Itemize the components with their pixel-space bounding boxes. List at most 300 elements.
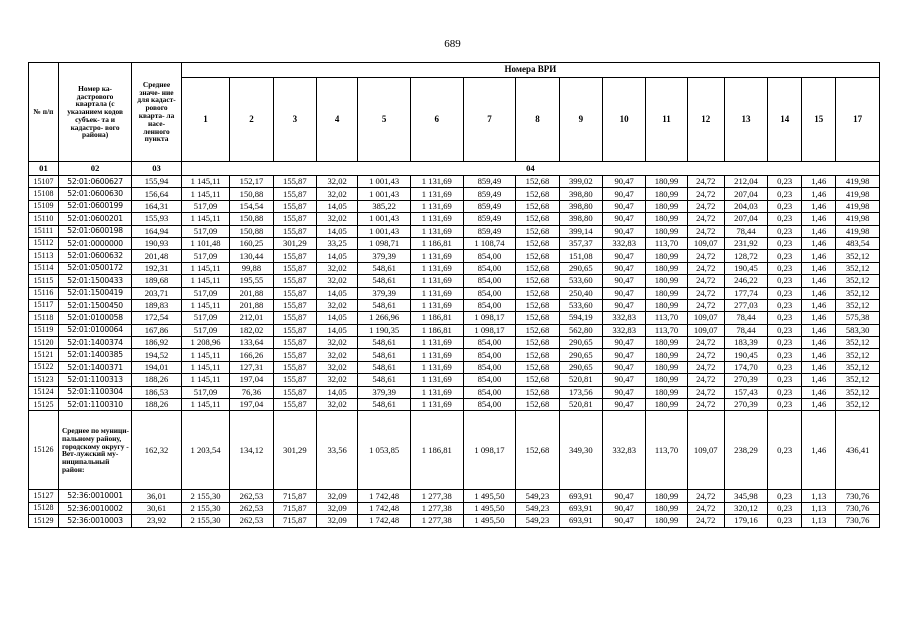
vri-value: 562,80 [559, 324, 602, 336]
header-cadastral-code: Номер ка- дастрового квартала (с указанием кодов субъек- та и кадастро- вого района) [58, 63, 131, 162]
vri-value: 1 131,69 [410, 200, 463, 212]
vri-value: 180,99 [646, 386, 687, 398]
vri-value: 1,46 [802, 349, 836, 361]
vri-value: 90,47 [603, 502, 646, 514]
vri-value: 152,68 [516, 200, 559, 212]
vri-value: 174,70 [724, 361, 767, 373]
vri-value: 1 186,81 [410, 312, 463, 324]
vri-value: 24,72 [687, 188, 724, 200]
vri-value: 419,98 [836, 225, 880, 237]
vri-value: 24,72 [687, 361, 724, 373]
vri-value: 548,61 [358, 262, 411, 274]
vri-value: 1 145,11 [181, 399, 230, 411]
vri-value: 0,23 [768, 324, 802, 336]
vri-value: 179,16 [724, 515, 767, 527]
average-value: 189,83 [132, 299, 182, 311]
vri-value: 1 131,69 [410, 176, 463, 188]
average-value: 188,26 [132, 399, 182, 411]
cadastral-code: 52:36:0010003 [58, 515, 131, 527]
table-body [29, 176, 880, 528]
row-number: 15121 [29, 349, 59, 361]
vri-value: 90,47 [603, 275, 646, 287]
vri-value: 1 131,69 [410, 349, 463, 361]
vri-value: 1 001,43 [358, 176, 411, 188]
average-label: Среднее по муници-пальному району, городскому округу - Вет-лужский му-ниципальный район: [58, 411, 131, 490]
vri-value: 352,12 [836, 262, 880, 274]
row-number: 15108 [29, 188, 59, 200]
average-value: 203,71 [132, 287, 182, 299]
vri-value: 180,99 [646, 188, 687, 200]
average-value: 23,92 [132, 515, 182, 527]
vri-value: 0,23 [768, 515, 802, 527]
vri-value: 157,43 [724, 386, 767, 398]
vri-value: 277,03 [724, 299, 767, 311]
vri-value: 180,99 [646, 515, 687, 527]
vri-value: 352,12 [836, 374, 880, 386]
vri-value: 594,19 [559, 312, 602, 324]
vri-value: 1 131,69 [410, 399, 463, 411]
vri-value: 1 098,17 [463, 324, 516, 336]
vri-value: 399,02 [559, 176, 602, 188]
vri-value: 152,68 [516, 188, 559, 200]
vri-value: 693,91 [559, 490, 602, 502]
vri-value: 152,68 [516, 374, 559, 386]
vri-value: 180,99 [646, 374, 687, 386]
row-number: 15111 [29, 225, 59, 237]
vri-value: 1 098,71 [358, 237, 411, 249]
vri-value: 24,72 [687, 275, 724, 287]
vri-value: 1,46 [802, 411, 836, 490]
vri-value: 24,72 [687, 515, 724, 527]
vri-value: 379,39 [358, 250, 411, 262]
vri-value: 1 131,69 [410, 361, 463, 373]
table-row [29, 250, 880, 262]
vri-value: 1 145,11 [181, 188, 230, 200]
vri-value: 379,39 [358, 287, 411, 299]
vri-value: 1 131,69 [410, 374, 463, 386]
table-row [29, 188, 880, 200]
vri-value: 0,23 [768, 337, 802, 349]
vri-value: 134,12 [230, 411, 273, 490]
vri-value: 155,87 [273, 399, 316, 411]
vri-value: 385,22 [358, 200, 411, 212]
vri-value: 583,30 [836, 324, 880, 336]
vri-value: 854,00 [463, 361, 516, 373]
vri-value: 32,02 [317, 299, 358, 311]
vri-value: 290,65 [559, 337, 602, 349]
vri-value: 180,99 [646, 225, 687, 237]
vri-value: 854,00 [463, 386, 516, 398]
vri-value: 1 742,48 [358, 490, 411, 502]
average-value: 156,64 [132, 188, 182, 200]
row-number: 15120 [29, 337, 59, 349]
vri-value: 517,09 [181, 287, 230, 299]
vri-value: 173,56 [559, 386, 602, 398]
vri-value: 0,23 [768, 287, 802, 299]
vri-value: 32,02 [317, 374, 358, 386]
vri-value: 24,72 [687, 337, 724, 349]
average-value: 186,53 [132, 386, 182, 398]
vri-value: 520,81 [559, 399, 602, 411]
vri-value: 24,72 [687, 200, 724, 212]
vri-value: 24,72 [687, 176, 724, 188]
vri-value: 1 001,43 [358, 188, 411, 200]
cadastral-code: 52:01:1400374 [58, 337, 131, 349]
average-value: 155,93 [132, 213, 182, 225]
vri-value: 14,05 [317, 250, 358, 262]
vri-table [28, 62, 880, 528]
vri-value: 730,76 [836, 502, 880, 514]
vri-value: 160,25 [230, 237, 273, 249]
vri-value: 1 277,38 [410, 490, 463, 502]
vri-value: 1,46 [802, 312, 836, 324]
vri-value: 1 186,81 [410, 411, 463, 490]
cadastral-code: 52:36:0010001 [58, 490, 131, 502]
vri-value: 14,05 [317, 324, 358, 336]
vri-value: 357,37 [559, 237, 602, 249]
vri-value: 859,49 [463, 188, 516, 200]
average-value: 155,94 [132, 176, 182, 188]
vri-number-header: 11 [646, 78, 687, 162]
vri-value: 1 145,11 [181, 349, 230, 361]
vri-value: 419,98 [836, 200, 880, 212]
vri-value: 90,47 [603, 213, 646, 225]
vri-value: 859,49 [463, 200, 516, 212]
cadastral-code: 52:01:0000000 [58, 237, 131, 249]
vri-value: 24,72 [687, 374, 724, 386]
cadastral-code: 52:01:1400371 [58, 361, 131, 373]
vri-value: 90,47 [603, 188, 646, 200]
vri-value: 130,44 [230, 250, 273, 262]
vri-value: 548,61 [358, 361, 411, 373]
vri-value: 32,09 [317, 502, 358, 514]
vri-value: 150,88 [230, 188, 273, 200]
table-row [29, 262, 880, 274]
vri-value: 1 001,43 [358, 225, 411, 237]
vri-value: 24,72 [687, 262, 724, 274]
vri-value: 549,23 [516, 502, 559, 514]
vri-number-header: 8 [516, 78, 559, 162]
row-number: 15114 [29, 262, 59, 274]
cadastral-code: 52:01:1500433 [58, 275, 131, 287]
vri-value: 183,39 [724, 337, 767, 349]
vri-value: 1,46 [802, 299, 836, 311]
vri-value: 212,01 [230, 312, 273, 324]
vri-value: 398,80 [559, 213, 602, 225]
vri-value: 155,87 [273, 176, 316, 188]
average-value: 172,54 [132, 312, 182, 324]
cadastral-code: 52:01:1500419 [58, 287, 131, 299]
vri-value: 1 131,69 [410, 225, 463, 237]
vri-number-header: 9 [559, 78, 602, 162]
vri-value: 399,14 [559, 225, 602, 237]
vri-value: 0,23 [768, 490, 802, 502]
vri-value: 33,56 [317, 411, 358, 490]
vri-value: 90,47 [603, 399, 646, 411]
average-value: 190,93 [132, 237, 182, 249]
vri-value: 1,46 [802, 250, 836, 262]
vri-value: 1 145,11 [181, 374, 230, 386]
vri-value: 290,65 [559, 262, 602, 274]
vri-value: 1 145,11 [181, 176, 230, 188]
vri-value: 152,68 [516, 176, 559, 188]
average-value: 194,52 [132, 349, 182, 361]
vri-value: 24,72 [687, 225, 724, 237]
vri-value: 548,61 [358, 275, 411, 287]
vri-value: 24,72 [687, 213, 724, 225]
vri-value: 1,46 [802, 262, 836, 274]
vri-value: 128,72 [724, 250, 767, 262]
vri-value: 548,61 [358, 299, 411, 311]
cadastral-code: 52:01:0600199 [58, 200, 131, 212]
vri-value: 113,70 [646, 324, 687, 336]
vri-value: 1 145,11 [181, 213, 230, 225]
page-number: 689 [444, 38, 461, 50]
vri-value: 1,13 [802, 515, 836, 527]
vri-value: 90,47 [603, 386, 646, 398]
vri-value: 715,87 [273, 515, 316, 527]
vri-value: 1,46 [802, 188, 836, 200]
vri-value: 32,09 [317, 515, 358, 527]
vri-number-header: 14 [768, 78, 802, 162]
vri-value: 180,99 [646, 337, 687, 349]
vri-value: 180,99 [646, 502, 687, 514]
vri-value: 109,07 [687, 312, 724, 324]
vri-value: 290,65 [559, 349, 602, 361]
row-number: 15126 [29, 411, 59, 490]
vri-value: 90,47 [603, 250, 646, 262]
vri-value: 238,29 [724, 411, 767, 490]
vri-value: 180,99 [646, 287, 687, 299]
vri-value: 1 131,69 [410, 250, 463, 262]
vri-value: 1 131,69 [410, 287, 463, 299]
vri-value: 0,23 [768, 502, 802, 514]
vri-value: 0,23 [768, 237, 802, 249]
vri-value: 207,04 [724, 213, 767, 225]
vri-value: 155,87 [273, 374, 316, 386]
vri-value: 109,07 [687, 324, 724, 336]
vri-value: 78,44 [724, 324, 767, 336]
vri-value: 231,92 [724, 237, 767, 249]
vri-value: 1 131,69 [410, 386, 463, 398]
vri-value: 1,46 [802, 176, 836, 188]
vri-value: 152,68 [516, 237, 559, 249]
vri-value: 262,53 [230, 502, 273, 514]
vri-value: 24,72 [687, 502, 724, 514]
vri-value: 155,87 [273, 225, 316, 237]
vri-value: 190,45 [724, 349, 767, 361]
row-number: 15127 [29, 490, 59, 502]
vri-value: 575,38 [836, 312, 880, 324]
vri-value: 152,68 [516, 361, 559, 373]
vri-value: 715,87 [273, 490, 316, 502]
vri-value: 154,54 [230, 200, 273, 212]
vri-value: 152,68 [516, 250, 559, 262]
cadastral-code: 52:01:0600632 [58, 250, 131, 262]
vri-value: 150,88 [230, 213, 273, 225]
vri-value: 859,49 [463, 225, 516, 237]
vri-value: 32,02 [317, 213, 358, 225]
vri-value: 180,99 [646, 361, 687, 373]
vri-value: 14,05 [317, 200, 358, 212]
vri-value: 197,04 [230, 399, 273, 411]
vri-value: 854,00 [463, 299, 516, 311]
vri-value: 332,83 [603, 312, 646, 324]
vri-value: 0,23 [768, 188, 802, 200]
vri-value: 859,49 [463, 176, 516, 188]
vri-value: 32,02 [317, 349, 358, 361]
vri-value: 0,23 [768, 374, 802, 386]
vri-value: 517,09 [181, 225, 230, 237]
vri-value: 1 145,11 [181, 262, 230, 274]
vri-value: 1 131,69 [410, 213, 463, 225]
row-number: 15112 [29, 237, 59, 249]
vri-value: 155,87 [273, 337, 316, 349]
table-row [29, 225, 880, 237]
vri-value: 0,23 [768, 213, 802, 225]
vri-value: 859,49 [463, 213, 516, 225]
vri-value: 854,00 [463, 287, 516, 299]
vri-value: 155,87 [273, 262, 316, 274]
vri-value: 32,02 [317, 361, 358, 373]
table-row [29, 176, 880, 188]
row-number: 15122 [29, 361, 59, 373]
vri-value: 201,88 [230, 287, 273, 299]
column-number: 03 [132, 162, 182, 176]
vri-value: 1,46 [802, 225, 836, 237]
vri-value: 32,02 [317, 176, 358, 188]
vri-value: 0,23 [768, 176, 802, 188]
vri-value: 693,91 [559, 502, 602, 514]
vri-value: 1 145,11 [181, 299, 230, 311]
column-number: 01 [29, 162, 59, 176]
vri-value: 152,68 [516, 399, 559, 411]
vri-value: 152,68 [516, 225, 559, 237]
vri-value: 419,98 [836, 176, 880, 188]
vri-value: 90,47 [603, 515, 646, 527]
table-row [29, 299, 880, 311]
vri-value: 352,12 [836, 275, 880, 287]
vri-value: 109,07 [687, 411, 724, 490]
vri-value: 1,46 [802, 399, 836, 411]
vri-number-header: 7 [463, 78, 516, 162]
vri-value: 483,54 [836, 237, 880, 249]
table-row [29, 361, 880, 373]
table-row [29, 374, 880, 386]
vri-number-header: 2 [230, 78, 273, 162]
vri-value: 352,12 [836, 361, 880, 373]
vri-value: 90,47 [603, 262, 646, 274]
vri-value: 854,00 [463, 349, 516, 361]
vri-value: 1 203,54 [181, 411, 230, 490]
column-number-row [29, 162, 880, 176]
vri-value: 155,87 [273, 324, 316, 336]
vri-value: 352,12 [836, 399, 880, 411]
vri-value: 113,70 [646, 411, 687, 490]
vri-value: 332,83 [603, 324, 646, 336]
vri-value: 0,23 [768, 262, 802, 274]
vri-value: 301,29 [273, 411, 316, 490]
table-row [29, 399, 880, 411]
vri-value: 0,23 [768, 200, 802, 212]
average-value: 162,32 [132, 411, 182, 490]
vri-value: 32,02 [317, 337, 358, 349]
vri-number-header: 10 [603, 78, 646, 162]
vri-value: 1 101,48 [181, 237, 230, 249]
table-row [29, 502, 880, 514]
vri-value: 1 742,48 [358, 515, 411, 527]
vri-value: 1,13 [802, 490, 836, 502]
vri-value: 152,68 [516, 312, 559, 324]
vri-value: 533,60 [559, 275, 602, 287]
table-row [29, 490, 880, 502]
vri-value: 0,23 [768, 299, 802, 311]
vri-number-header: 13 [724, 78, 767, 162]
vri-value: 99,88 [230, 262, 273, 274]
vri-value: 301,29 [273, 237, 316, 249]
vri-value: 517,09 [181, 200, 230, 212]
vri-value: 1 108,74 [463, 237, 516, 249]
table-row [29, 337, 880, 349]
vri-value: 1 495,50 [463, 502, 516, 514]
vri-value: 155,87 [273, 312, 316, 324]
vri-value: 270,39 [724, 374, 767, 386]
vri-value: 1,13 [802, 502, 836, 514]
row-number: 15109 [29, 200, 59, 212]
vri-value: 1 053,85 [358, 411, 411, 490]
vri-value: 180,99 [646, 349, 687, 361]
vri-value: 1 495,50 [463, 515, 516, 527]
vri-value: 177,74 [724, 287, 767, 299]
vri-value: 352,12 [836, 250, 880, 262]
average-value: 164,94 [132, 225, 182, 237]
vri-value: 345,98 [724, 490, 767, 502]
row-number: 15118 [29, 312, 59, 324]
vri-value: 1 131,69 [410, 275, 463, 287]
vri-value: 1 131,69 [410, 188, 463, 200]
vri-value: 517,09 [181, 250, 230, 262]
vri-value: 90,47 [603, 287, 646, 299]
vri-value: 1 145,11 [181, 361, 230, 373]
vri-value: 155,87 [273, 250, 316, 262]
vri-value: 152,68 [516, 275, 559, 287]
vri-value: 1 098,17 [463, 411, 516, 490]
vri-value: 180,99 [646, 176, 687, 188]
vri-value: 32,02 [317, 262, 358, 274]
vri-value: 352,12 [836, 386, 880, 398]
vri-value: 1 742,48 [358, 502, 411, 514]
vri-value: 1,46 [802, 275, 836, 287]
vri-value: 14,05 [317, 225, 358, 237]
vri-value: 548,61 [358, 374, 411, 386]
vri-value: 854,00 [463, 262, 516, 274]
vri-value: 152,68 [516, 213, 559, 225]
table-row [29, 349, 880, 361]
vri-number-header: 5 [358, 78, 411, 162]
vri-value: 90,47 [603, 176, 646, 188]
average-value: 201,48 [132, 250, 182, 262]
vri-value: 352,12 [836, 349, 880, 361]
vri-value: 90,47 [603, 349, 646, 361]
vri-value: 32,02 [317, 275, 358, 287]
vri-value: 1 131,69 [410, 337, 463, 349]
vri-number-header: 1 [181, 78, 230, 162]
vri-value: 0,23 [768, 386, 802, 398]
vri-number-header: 3 [273, 78, 316, 162]
vri-number-header: 17 [836, 78, 880, 162]
row-number: 15123 [29, 374, 59, 386]
vri-value: 548,61 [358, 337, 411, 349]
